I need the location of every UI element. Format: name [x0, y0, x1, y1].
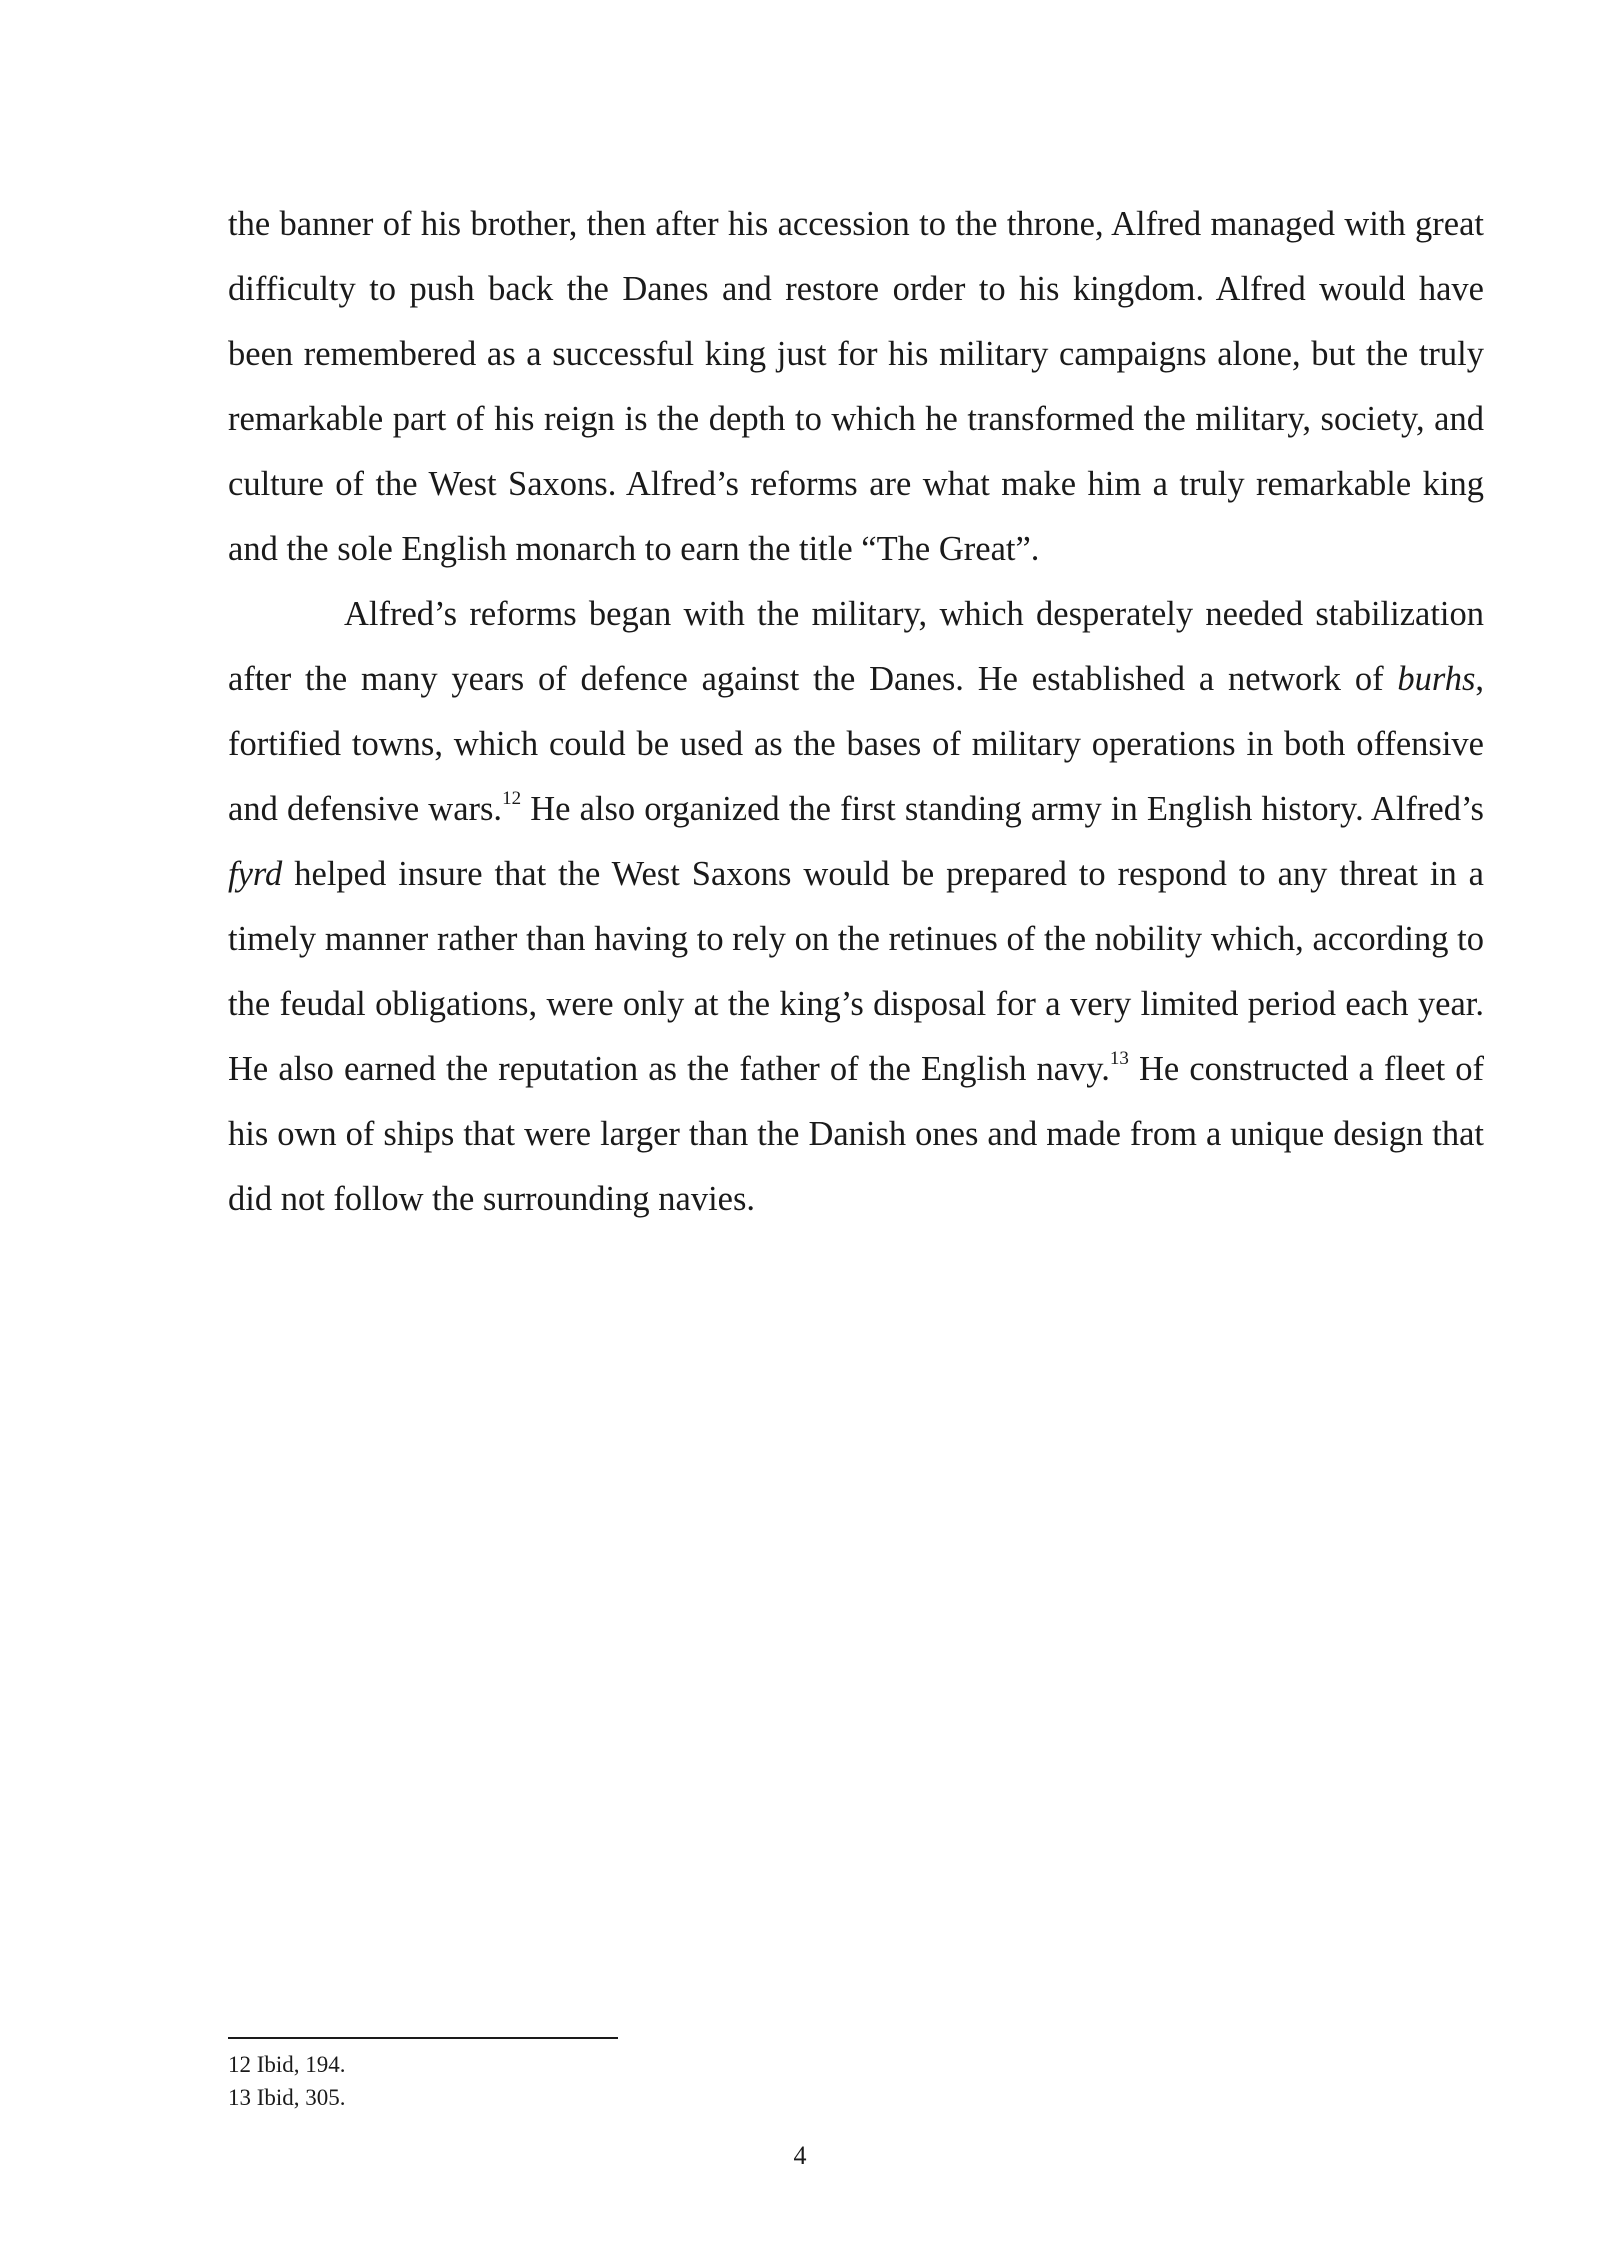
term-fyrd: fyrd [228, 855, 283, 893]
paragraph-1-text: the banner of his brother, then after his accession to the throne, Alfred managed with great difficulty to push back the Danes and restore order to his kingdom. Alfred would have been remembered as a successful king just for his military campaigns alone, but the truly remarkable part of his reign is the depth to which he transformed the military, society, and culture of the West Saxons. Alfred’s reforms are what make him a truly remarkable king and the sole English monarch to earn the title “The Great”. [228, 205, 1484, 568]
footnote-separator [228, 2037, 618, 2039]
paragraph-2-text-b: , fortified towns, which could be used as the bases of military operations in both offensive and defensive wars. [228, 660, 1484, 828]
paragraph-2-text-a: Alfred’s reforms began with the military, which desperately needed stabilization after the many years of defence against the Danes. He established a network of [228, 595, 1484, 698]
paragraph-2-text-c: He also organized the first standing army in English history. Alfred’s [521, 790, 1484, 828]
paragraph-2-text-d: helped insure that the West Saxons would be prepared to respond to any threat in a timely manner rather than having to rely on the retinues of the nobility which, according to the feudal obligations, were only at the king’s disposal for a very limited period each year. He also earned the reputation as the father of the English navy. [228, 855, 1484, 1088]
paragraph-2 [228, 582, 1484, 1232]
footnotes [228, 2048, 1484, 2114]
paragraph-2-text-e: He constructed a fleet of his own of ships that were larger than the Danish ones and made from a unique design that did not follow the surrounding navies. [228, 1050, 1485, 1218]
body-text [228, 192, 1484, 1232]
footnote-ref-13[interactable]: 13 [1109, 1047, 1129, 1069]
page-number: 4 [793, 2141, 807, 2170]
paragraph-1 [228, 192, 1484, 582]
footnote-ref-12[interactable]: 12 [502, 787, 522, 809]
footnote-12: 12 Ibid, 194. [228, 2052, 346, 2077]
footnote-13: 13 Ibid, 305. [228, 2085, 346, 2110]
term-burhs: burhs [1397, 660, 1476, 698]
